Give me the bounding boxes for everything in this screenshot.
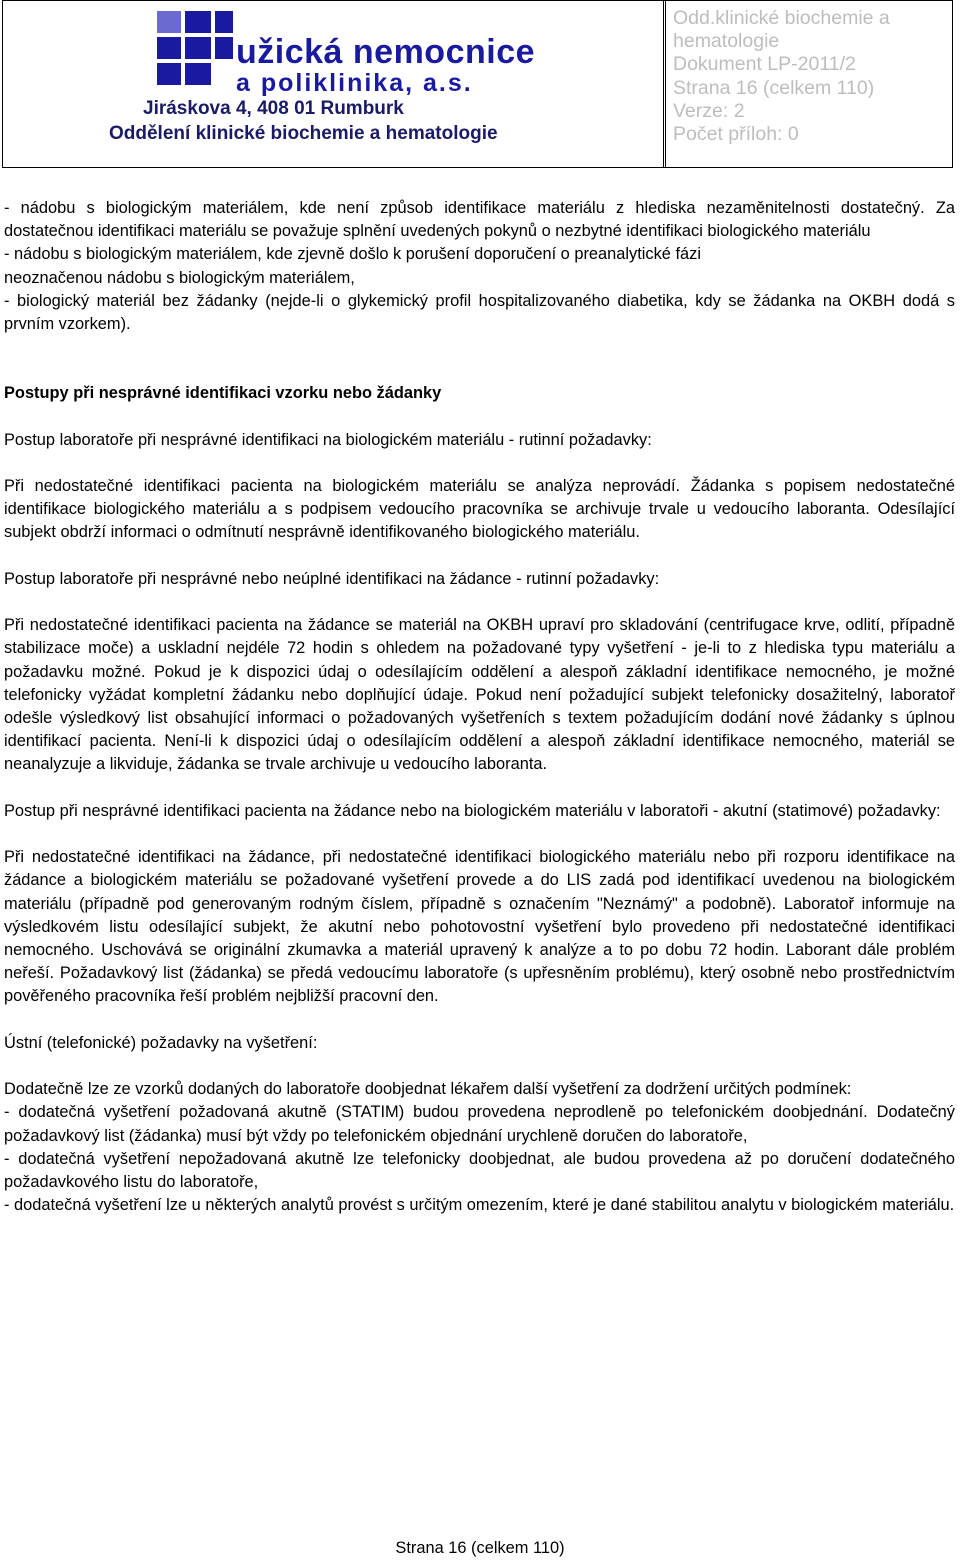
paragraph: - nádobu s biologickým materiálem, kde není způsob identifikace materiálu z hlediska nezaměnitelnosti dostatečný. Za dostatečnou identifikaci materiálu se považuje splnění uvedených pokynů o nezbytné identifikaci biologického materiálu (4, 199, 955, 241)
section-heading: Postupy při nesprávné identifikaci vzorku nebo žádanky (4, 384, 442, 403)
meta-page: Strana 16 (celkem 110) (673, 76, 875, 99)
document-header (2, 0, 953, 168)
paragraph: - nádobu s biologickým materiálem, kde zjevně došlo k porušení doporučení o preanalytické fázi (4, 245, 701, 264)
paragraph: Postup při nesprávné identifikaci pacienta na žádance nebo na biologickém materiálu v laboratoři - akutní (statimové) požadavky: (4, 801, 941, 820)
paragraph: Při nedostatečné identifikaci pacienta na žádance se materiál na OKBH upraví pro skladování (centrifugace krve, odlití, případně stabilizace moče) a uskladní nejdéle 72 hodin s ohledem na požadované typy vyšetření - je-li to z hlediska typu materiálu a požadavku možné. Pokud je k dispozici údaj o odesílajícím oddělení a alespoň základní identifikace nemocného, je možné telefonicky vyžádat kompletní žádanku nebo doplňující údaje. Pokud není požadující subjekt telefonicky dosažitelný, laboratoř odešle výsledkový list obsahující informaci o požadovaných vyšetřeních s textem požadujícím dodání nové žádanky s úplnou identifikací pacienta. Není-li k dispozici údaj o odesílajícím oddělení a alespoň základní identifikace nemocného, materiál se neanalyzuje a likviduje, žádanka se trvale archivuje u vedoucího laboranta. (4, 616, 955, 774)
meta-line: hematologie (673, 30, 780, 53)
paragraph: Postup laboratoře při nesprávné nebo neúplné identifikaci na žádance - rutinní požadavky: (4, 569, 660, 588)
document-meta (673, 7, 890, 146)
paragraph: Postup laboratoře při nesprávné identifikaci na biologickém materiálu - rutinní požadavky: (4, 430, 652, 449)
paragraph: Při nedostatečné identifikaci pacienta na biologickém materiálu se analýza neprovádí. Žádanka s popisem nedostatečné identifikace biologického materiálu a s podpisem vedoucího pracovníka se archivuje trvale u vedoucího laboranta. Odesílající subjekt obdrží informaci o odmítnutí nesprávně identifikovaného biologického materiálu. (4, 477, 955, 542)
document-body (4, 197, 955, 1217)
paragraph: - dodatečná vyšetření lze u některých analytů provést s určitým omezením, které je dané stabilitou analytu v biologickém materiálu. (4, 1196, 955, 1215)
meta-line: Odd.klinické biochemie a (673, 7, 890, 29)
logo-title: užická nemocnice (236, 33, 536, 71)
paragraph: Při nedostatečné identifikaci na žádance, při nedostatečné identifikaci biologického materiálu nebo při rozporu identifikace na žádance a biologickém materiálu se požadované vyšetření provede a do LIS zadá pod identifikací uvedenou na biologickém materiálu (případně pod generovaným rodným číslem, případně s označením "Neznámý" a podobně). Laboratoř informuje na výsledkovém listu odesílající subjekt, že akutní nebo pohotovostní vyšetření bylo provedeno při nedostatečné identifikaci nemocného. Uschovává se originální zkumavka a materiál upravený k analýze a to po dobu 72 hodin. Laborant dále problém neřeší. Požadavkový list (žádanka) se předá vedoucímu laboratoře (s upřesněním problému), který osobně nebo prostřednictvím pověřeného pracovníka řeší problém nejbližší pracovní den. (4, 848, 955, 1006)
header-divider (663, 1, 666, 167)
paragraph: neoznačenou nádobu s biologickým materiálem, (4, 268, 355, 287)
paragraph: - dodatečná vyšetření nepožadovaná akutně lze telefonicky doobjednat, ale budou provedena až po doručení dodatečného požadavkového listu do laboratoře, (4, 1149, 955, 1191)
paragraph: - biologický materiál bez žádanky (nejde-li o glykemický profil hospitalizovaného diabetika, kdy se žádanka na OKBH dodá s prvním vzorkem). (4, 291, 955, 334)
paragraph: Ústní (telefonické) požadavky na vyšetření: (4, 1033, 318, 1052)
paragraph: Dodatečně lze ze vzorků dodaných do laboratoře doobjednat lékařem další vyšetření za dodržení určitých podmínek: (4, 1080, 852, 1099)
page-footer: Strana 16 (celkem 110) (395, 1539, 565, 1557)
meta-version: Verze: 2 (673, 99, 745, 122)
logo-department: Oddělení klinické biochemie a hematologie (109, 123, 498, 144)
logo-address: Jiráskova 4, 408 01 Rumburk (143, 98, 404, 119)
meta-attachments: Počet příloh: 0 (673, 123, 799, 146)
meta-document-id: Dokument LP-2011/2 (673, 53, 856, 76)
logo-subtitle: a poliklinika, a.s. (236, 69, 473, 97)
paragraph: - dodatečná vyšetření požadovaná akutně (STATIM) budou provedena neprodleně po telefonickém doobjednání. Dodatečný požadavkový list (žádanka) musí být vždy po telefonickém objednání urychleně doručen do laboratoře, (4, 1103, 955, 1145)
hospital-logo (103, 11, 623, 161)
